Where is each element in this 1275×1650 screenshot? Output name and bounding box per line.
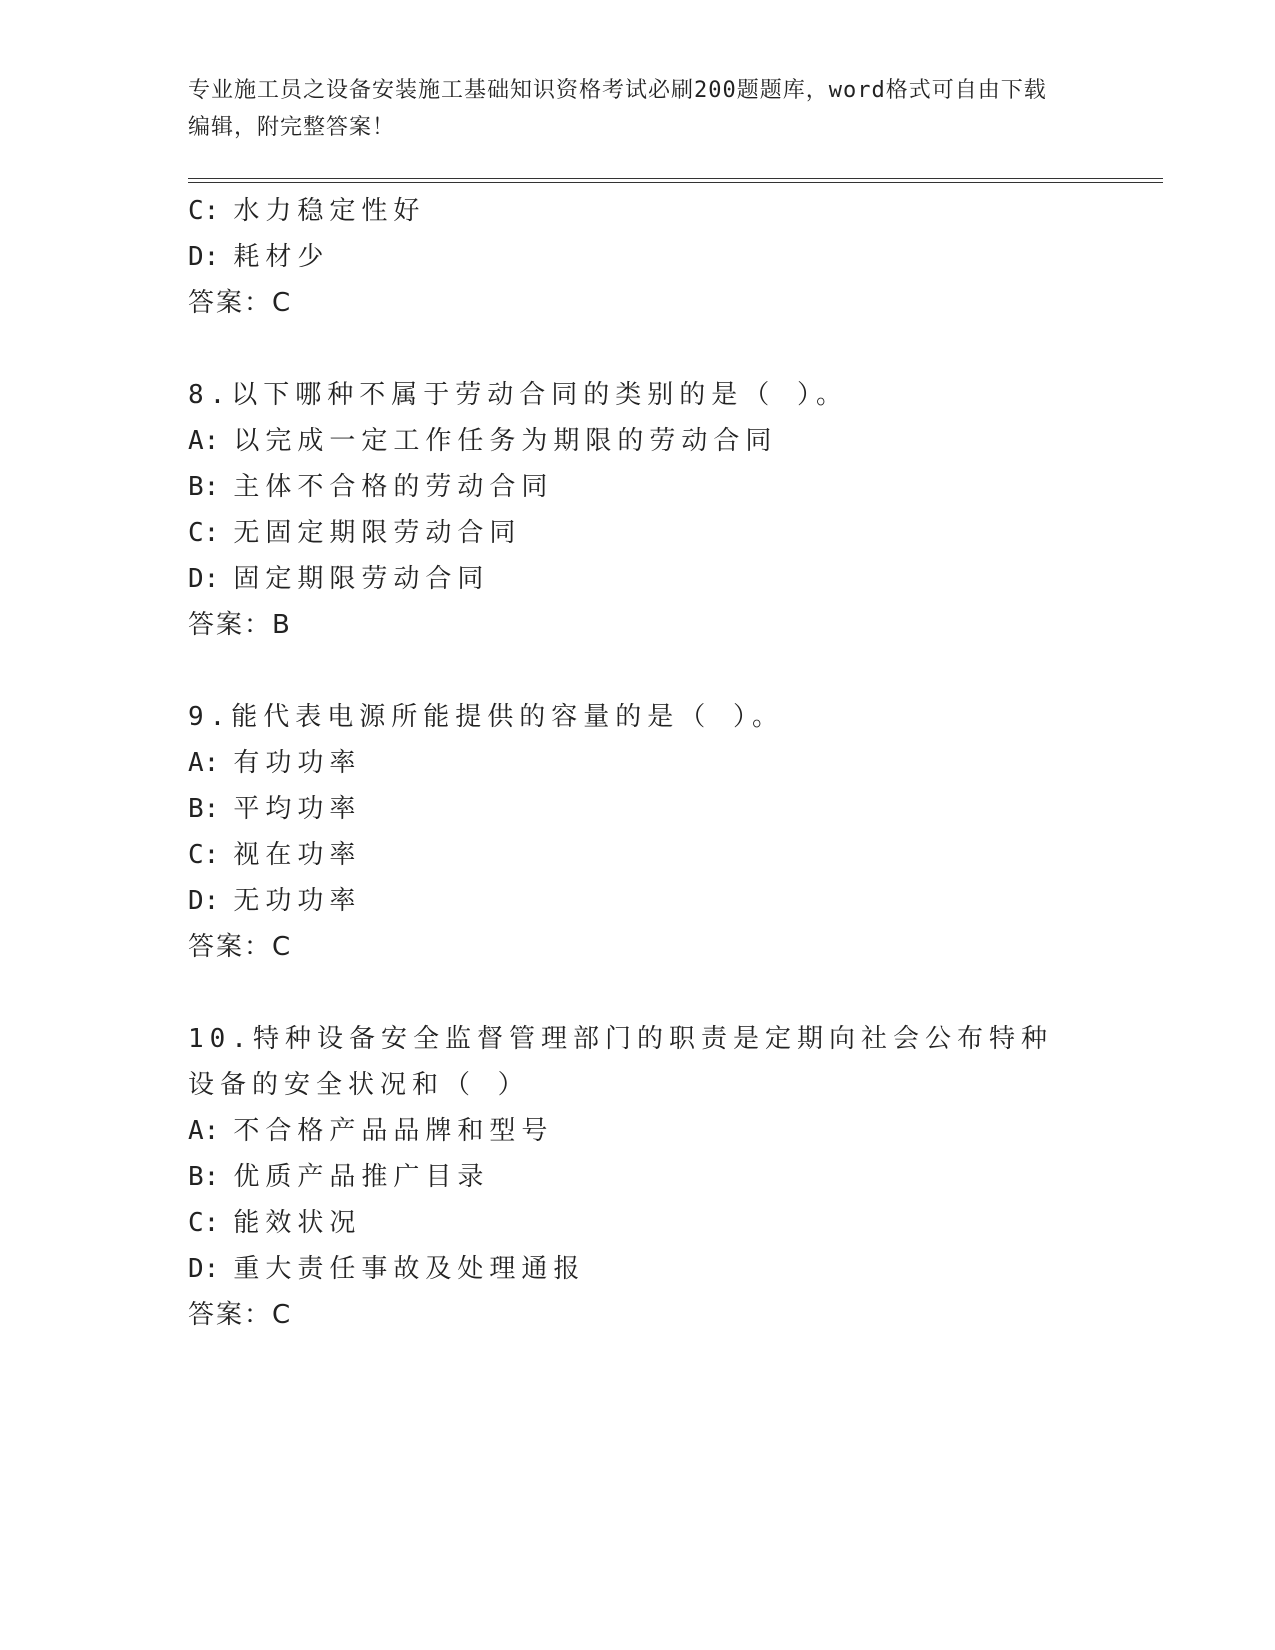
option-d [188,878,1088,924]
option-text: 优质产品推广目录 [233,1162,490,1192]
option-d [188,234,1088,280]
question-stem: 10.特种设备安全监督管理部门的职责是定期向社会公布特种设备的安全状况和（ ） [188,1024,1053,1100]
spacer [188,970,1088,1016]
option-key: C: [188,840,220,870]
option-text: 平均功率 [233,794,362,824]
question-stem: 9.能代表电源所能提供的容量的是（ ）。 [188,702,784,732]
option-c [188,188,1088,234]
option-key: B: [188,1162,220,1192]
option-text: 能效状况 [233,1208,362,1238]
header-double-rule [188,178,1163,183]
option-key: A: [188,748,220,778]
option-text: 无功功率 [233,886,362,916]
option-text: 耗材少 [233,242,330,272]
option-key: C: [188,518,220,548]
option-key: D: [188,886,220,916]
answer-line: 答案：C [188,288,293,318]
option-key: A: [188,1116,220,1146]
option-key: C: [188,1208,220,1238]
option-text: 有功功率 [233,748,362,778]
option-key: B: [188,794,220,824]
document-header-title: 专业施工员之设备安装施工基础知识资格考试必刷200题题库，word格式可自由下载编辑，附完整答案！ [188,78,1047,140]
option-text: 视在功率 [233,840,362,870]
spacer [188,326,1088,372]
option-a [188,418,1088,464]
option-d [188,1246,1088,1292]
option-a [188,740,1088,786]
option-text: 重大责任事故及处理通报 [233,1254,586,1284]
option-text: 水力稳定性好 [233,196,426,226]
option-key: B: [188,472,220,502]
question-stem: 8.以下哪种不属于劳动合同的类别的是（ ）。 [188,380,848,410]
option-c [188,510,1088,556]
option-b [188,464,1088,510]
option-key: D: [188,564,220,594]
question-9 [188,694,1088,970]
question-10 [188,1016,1088,1338]
option-key: A: [188,426,220,456]
answer-line: 答案：C [188,1300,293,1330]
option-text: 主体不合格的劳动合同 [233,472,554,502]
option-c [188,832,1088,878]
option-text: 不合格产品品牌和型号 [233,1116,554,1146]
answer-line: 答案：B [188,610,292,640]
option-c [188,1200,1088,1246]
question-8 [188,372,1088,648]
option-b [188,1154,1088,1200]
answer-line: 答案：C [188,932,293,962]
option-a [188,1108,1088,1154]
option-text: 以完成一定工作任务为期限的劳动合同 [233,426,778,456]
question-fragment [188,188,1088,326]
option-key: D: [188,1254,220,1284]
question-list [188,188,1088,1338]
spacer [188,648,1088,694]
option-text: 无固定期限劳动合同 [233,518,522,548]
option-b [188,786,1088,832]
option-text: 固定期限劳动合同 [233,564,490,594]
option-key: D: [188,242,220,272]
option-d [188,556,1088,602]
option-key: C: [188,196,220,226]
